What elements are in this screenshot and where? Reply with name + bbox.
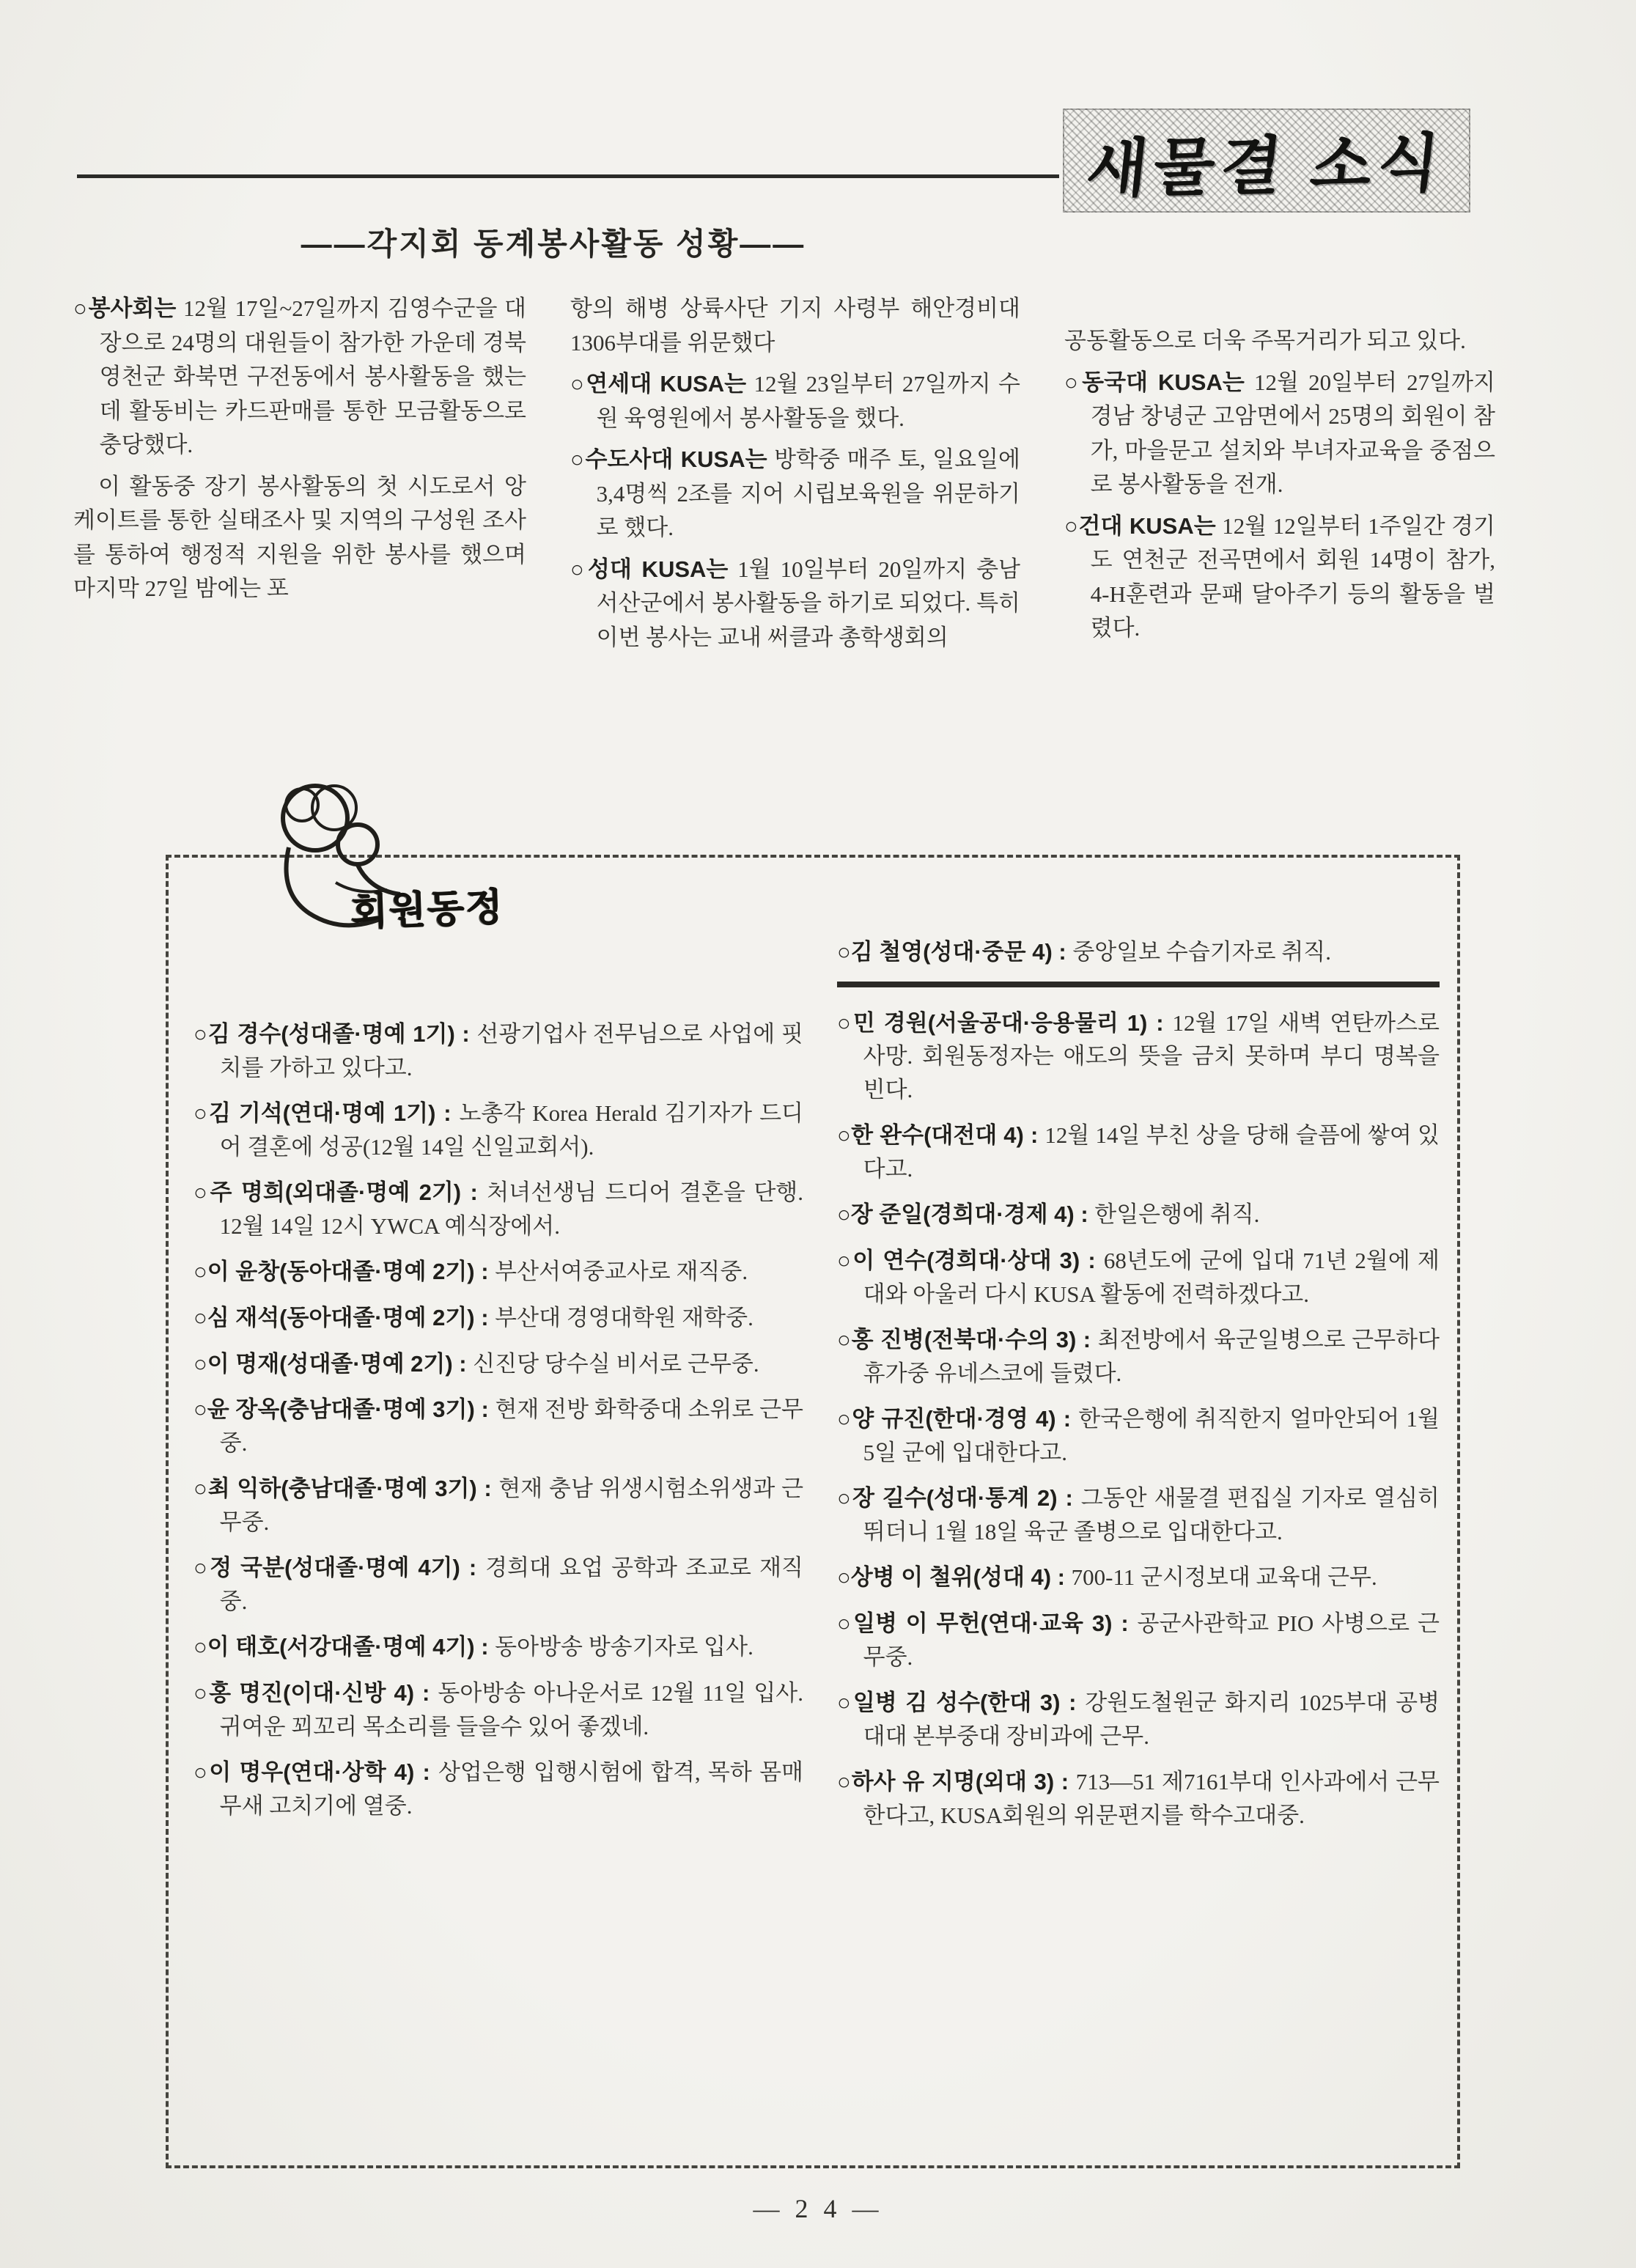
member-entry (837, 1323, 1440, 1390)
paragraph-lead: ○봉사회는 (73, 295, 177, 321)
entry-name: ○민 경원(서울공대·응용물리 1) : (837, 1009, 1173, 1036)
entry-desc: 강원도철원군 화지리 1025부대 공병대대 본부중대 장비과에 근무. (863, 1690, 1440, 1749)
entry-desc: 부산대 경영대학원 재학중. (495, 1304, 753, 1330)
entry-desc: 12월 14일 부친 상을 당해 슬픔에 쌓여 있다고. (863, 1122, 1440, 1182)
entry-name: ○장 준일(경희대·경제 4) : (837, 1201, 1095, 1228)
paragraph (1064, 366, 1495, 502)
entry-name: ○정 국분(성대졸·명예 4기) : (194, 1555, 486, 1581)
member-entry (837, 1607, 1440, 1674)
entry-desc: 한국은행에 취직한지 얼마안되어 1월 5일 군에 입대한다고. (863, 1406, 1440, 1465)
entry-desc: 713—51 제7161부대 인사과에서 근무한다고, KUSA회원의 위문편지를 학수고대중. (863, 1769, 1440, 1828)
entry-name: ○최 익하(충남대졸·명예 3기) : (194, 1476, 499, 1502)
member-column-right (837, 935, 1440, 1844)
entry-name: ○일병 이 무헌(연대·교육 3) : (837, 1610, 1138, 1636)
entry-name: ○이 윤창(동아대졸·명예 2기) : (194, 1259, 495, 1285)
top-rule (77, 174, 1059, 178)
paragraph (73, 470, 526, 606)
column-divider (837, 982, 1440, 987)
article-column-3 (1064, 324, 1495, 653)
entry-name: ○홍 명진(이대·신방 4) : (194, 1680, 438, 1706)
member-entry (837, 1765, 1440, 1832)
member-entry (194, 1630, 803, 1664)
member-entry (194, 1301, 803, 1335)
entry-desc: 처녀선생님 드디어 결혼을 단행. 12월 14일 12시 YWCA 예식장에서. (219, 1179, 803, 1239)
entry-desc: 12월 17일 새벽 연탄까스로 사망. 회원동정자는 애도의 뜻을 금치 못하며 부디 명복을 빈다. (863, 1009, 1440, 1102)
masthead (1063, 108, 1470, 213)
entry-name: ○홍 진병(전북대·수의 3) : (837, 1327, 1098, 1353)
member-entry (837, 1198, 1440, 1231)
entry-name: ○김 경수(성대졸·명예 1기) : (194, 1021, 477, 1047)
entry-desc: 최전방에서 육군일병으로 근무하다 휴가중 유네스코에 들렸다. (863, 1327, 1440, 1386)
masthead-title: 새물결 소식 (1083, 128, 1449, 205)
member-entry (837, 1006, 1440, 1107)
entry-desc: 한일은행에 취직. (1094, 1201, 1260, 1228)
entry-name: ○이 연수(경희대·상대 3) : (837, 1247, 1104, 1273)
entry-desc: 선광기업사 전무님으로 사업에 핏치를 가하고 있다고. (219, 1021, 803, 1080)
entry-desc: 동아방송 아나운서로 12월 11일 입사. 귀여운 꾀꼬리 목소리를 들을수 있어 좋겠네. (219, 1680, 803, 1739)
entry-name: ○주 명희(외대졸·명예 2기) : (194, 1179, 487, 1206)
member-entry (194, 1472, 803, 1539)
paragraph (570, 553, 1020, 655)
paragraph-text: 12월 12일부터 1주일간 경기도 연천군 전곡면에서 회원 14명이 참가, 4-H훈련과 문패 달아주기 등의 활동을 벌렸다. (1090, 512, 1495, 641)
member-news-box (166, 855, 1460, 2168)
entry-desc: 현재 충남 위생시험소위생과 근무중. (219, 1476, 804, 1535)
article-column-1 (73, 292, 526, 614)
page-number: — 2 4 — (753, 2194, 883, 2223)
entry-desc: 동아방송 방송기자로 입사. (495, 1634, 753, 1660)
member-entry (194, 1756, 803, 1822)
entry-desc: 중앙일보 수습기자로 취직. (1072, 939, 1331, 965)
member-entry (194, 1097, 803, 1163)
entry-desc: 공군사관학교 PIO 사병으로 근무중. (863, 1610, 1440, 1670)
member-entry (194, 1551, 803, 1618)
entry-name: ○일병 김 성수(한대 3) : (837, 1690, 1086, 1716)
entry-name: ○장 길수(성대·통계 2) : (837, 1485, 1081, 1512)
paragraph (570, 367, 1020, 435)
entry-name: ○윤 장옥(충남대졸·명예 3기) : (194, 1396, 495, 1423)
paragraph (570, 443, 1020, 545)
entry-desc: 68년도에 군에 입대 71년 2월에 제대와 아울러 다시 KUSA 활동에 전력하겠다고. (863, 1247, 1440, 1307)
entry-name: ○이 명재(성대졸·명예 2기) : (194, 1350, 474, 1377)
member-entry (194, 1017, 803, 1084)
member-entry (837, 1481, 1440, 1548)
entry-desc: 경희대 요업 공학과 조교로 재직중. (219, 1555, 803, 1614)
entry-desc: 부산서여중교사로 재직중. (495, 1259, 748, 1285)
entry-desc: 상업은행 입행시험에 합격, 목하 몸매무새 고치기에 열중. (219, 1759, 803, 1819)
article-title: ——각지회 동계봉사활동 성황—— (301, 227, 806, 261)
paragraph-lead: ○동국대 KUSA는 (1064, 369, 1245, 395)
paragraph-text: 이 활동중 장기 봉사활동의 첫 시도로서 앙케이트를 통한 실태조사 및 지역의 구성원 조사를 통하여 행정적 지원을 위한 봉사를 했으며 마지막 27일 밤에는 포 (73, 473, 526, 601)
entry-desc: 신진당 당수실 비서로 근무중. (473, 1350, 759, 1377)
member-entry (837, 1561, 1440, 1594)
paragraph-lead: ○성대 KUSA는 (570, 556, 729, 582)
paragraph-text: 12월 23일부터 27일까지 수원 육영원에서 봉사활동을 했다. (596, 371, 1020, 431)
member-entry (837, 1402, 1440, 1469)
member-entry (837, 1119, 1440, 1185)
paragraph-text: 방학중 매주 토, 일요일에 3,4명씩 2조를 지어 시립보육원을 위문하기로 했다. (596, 446, 1020, 540)
entry-desc: 700-11 군시정보대 교육대 근무. (1071, 1564, 1377, 1591)
paragraph-lead: ○건대 KUSA는 (1064, 512, 1216, 539)
member-news-title: 회원동정 (350, 886, 505, 934)
member-entry (194, 1176, 803, 1242)
entry-name: ○하사 유 지명(외대 3) : (837, 1769, 1076, 1795)
member-entry (837, 1244, 1440, 1311)
member-entry (194, 1676, 803, 1743)
member-entry (837, 935, 1440, 969)
member-entry (194, 1393, 803, 1459)
entry-desc: 노총각 Korea Herald 김기자가 드디어 결혼에 성공(12월 14일 신일교회서). (219, 1100, 803, 1160)
entry-desc: 현재 전방 화학중대 소위로 근무중. (219, 1396, 804, 1456)
paragraph-lead: ○연세대 KUSA는 (570, 371, 747, 397)
entry-name: ○한 완수(대전대 4) : (837, 1122, 1045, 1149)
member-column-left (194, 1017, 803, 1835)
entry-name: ○이 태호(서강대졸·명예 4기) : (194, 1634, 495, 1660)
paragraph-text: 12월 20일부터 27일까지 경남 창녕군 고암면에서 25명의 회원이 참가, 마을문고 설치와 부녀자교육을 중점으로 봉사활동을 전개. (1090, 369, 1495, 497)
paragraph-text: 12월 17일~27일까지 김영수군을 대장으로 24명의 대원들이 참가한 가운데 경북 영천군 화북면 구전동에서 봉사활동을 했는데 활동비는 카드판매를 통한 모금활동으로 충당했다. (99, 295, 526, 457)
paragraph (73, 292, 526, 463)
entry-name: ○김 철영(성대·중문 4) : (837, 939, 1073, 965)
member-entry (194, 1347, 803, 1381)
paragraph-text: 항의 해병 상륙사단 기지 사령부 해안경비대 1306부대를 위문했다 (570, 295, 1020, 356)
article-column-2 (570, 292, 1020, 662)
paragraph-text: 공동활동으로 더욱 주목거리가 되고 있다. (1064, 328, 1466, 353)
entry-name: ○양 규진(한대·경영 4) : (837, 1406, 1079, 1432)
member-entry (837, 1686, 1440, 1753)
paragraph-lead: ○수도사대 KUSA는 (570, 446, 767, 472)
entry-name: ○이 명우(연대·상학 4) : (194, 1759, 438, 1786)
entry-name: ○심 재석(동아대졸·명예 2기) : (194, 1304, 495, 1330)
entry-name: ○상병 이 철위(성대 4) : (837, 1564, 1072, 1591)
paragraph (1064, 509, 1495, 646)
entry-desc: 그동안 새물결 편집실 기자로 열심히 뛰더니 1월 18일 육군 졸병으로 입대한다고. (863, 1485, 1440, 1544)
paragraph (570, 292, 1020, 360)
member-entry (194, 1255, 803, 1289)
paragraph-text: 1월 10일부터 20일까지 충남 서산군에서 봉사활동을 하기로 되었다. 특히 이번 봉사는 교내 써클과 총학생회의 (596, 556, 1021, 650)
paragraph (1064, 324, 1495, 358)
entry-name: ○김 기석(연대·명예 1기) : (194, 1100, 460, 1127)
